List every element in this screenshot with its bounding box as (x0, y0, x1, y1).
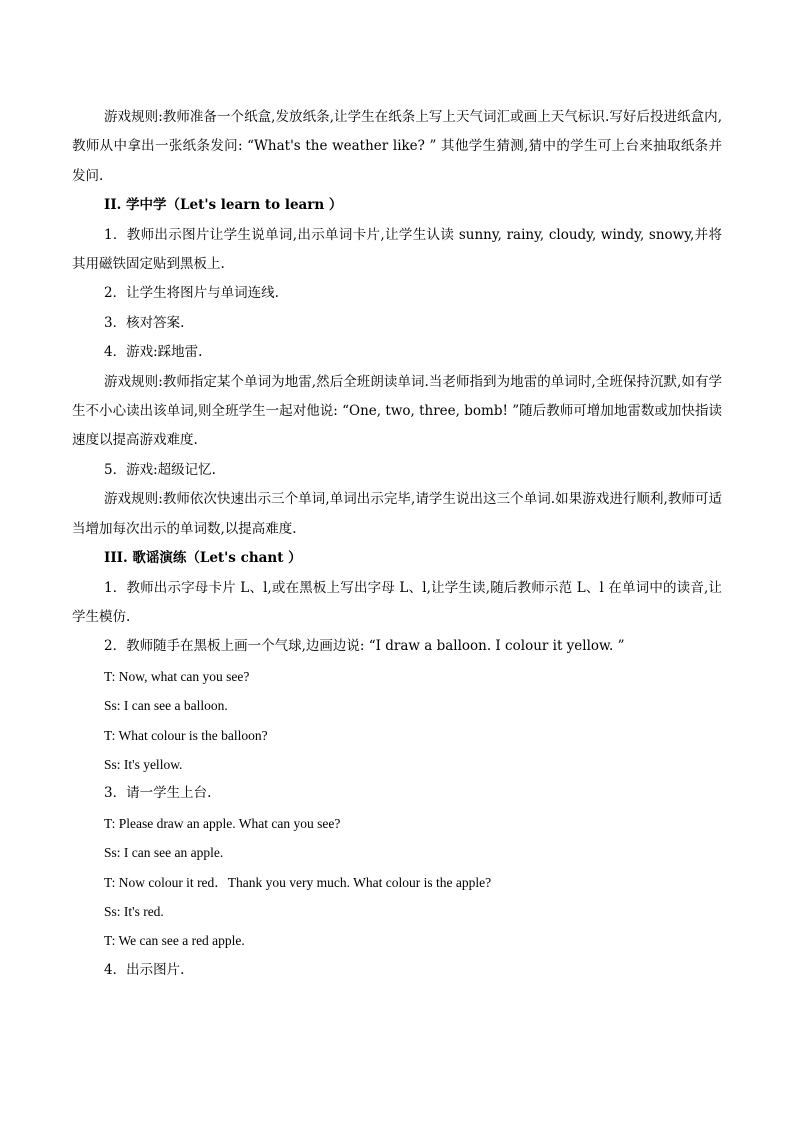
dialog-line: T: What colour is the balloon? (104, 727, 268, 743)
dialog-line: Ss: It's red. (104, 903, 164, 919)
step-paragraph: 4．出示图片. (104, 961, 185, 978)
step-paragraph: 5．游戏:超级记忆. (104, 461, 216, 478)
document-page (72, 103, 722, 985)
step-paragraph: 1．教师出示图片让学生说单词,出示单词卡片,让学生认读 sunny, rainy, cloudy, windy, snowy,并将其用磁铁固定贴到黑板上. (72, 226, 722, 273)
step-paragraph: 3．核对答案. (104, 314, 185, 331)
dialog-line: Ss: It's yellow. (104, 756, 183, 772)
step-paragraph: 2．教师随手在黑板上画一个气球,边画边说: “I draw a balloon. I colour it yellow. ” (104, 638, 625, 655)
section-heading-learn: II. 学中学（Let's learn to learn ） (104, 197, 343, 214)
dialog-line: T: We can see a red apple. (104, 933, 245, 949)
rule-paragraph-weather-box: 游戏规则:教师准备一个纸盒,发放纸条,让学生在纸条上写上天气词汇或画上天气标识.写好后投进纸盒内,教师从中拿出一张纸条发问: “What's the weather like? ” 其他学生猜测,猜中的学生可上台来抽取纸条并发问. (72, 109, 722, 184)
dialog-line: Ss: I can see an apple. (104, 845, 224, 861)
section-heading-chant: III. 歌谣演练（Let's chant ） (104, 550, 302, 567)
dialog-line: T: Please draw an apple. What can you see? (104, 815, 341, 831)
step-paragraph: 1．教师出示字母卡片 L、l,或在黑板上写出字母 L、l,让学生读,随后教师示范 L、l 在单词中的读音,让学生模仿. (72, 579, 722, 625)
rule-paragraph-landmine: 游戏规则:教师指定某个单词为地雷,然后全班朗读单词.当老师指到为地雷的单词时,全班保持沉默,如有学生不小心读出该单词,则全班学生一起对他说: “One, two, three, bomb! ”随后教师可增加地雷数或加快指读速度以提高游戏难度. (72, 373, 722, 449)
dialog-line: T: Now colour it red．Thank you very much. What colour is the apple? (104, 874, 492, 890)
step-paragraph: 2．让学生将图片与单词连线. (104, 285, 279, 302)
step-paragraph: 4．游戏:踩地雷. (104, 344, 203, 361)
step-paragraph: 3．请一学生上台. (104, 785, 212, 802)
rule-paragraph-memory: 游戏规则:教师依次快速出示三个单词,单词出示完毕,请学生说出这三个单词.如果游戏进行顺利,教师可适当增加每次出示的单词数,以提高难度. (72, 491, 722, 537)
dialog-line: T: Now, what can you see? (104, 668, 250, 684)
dialog-line: Ss: I can see a balloon. (104, 698, 228, 714)
